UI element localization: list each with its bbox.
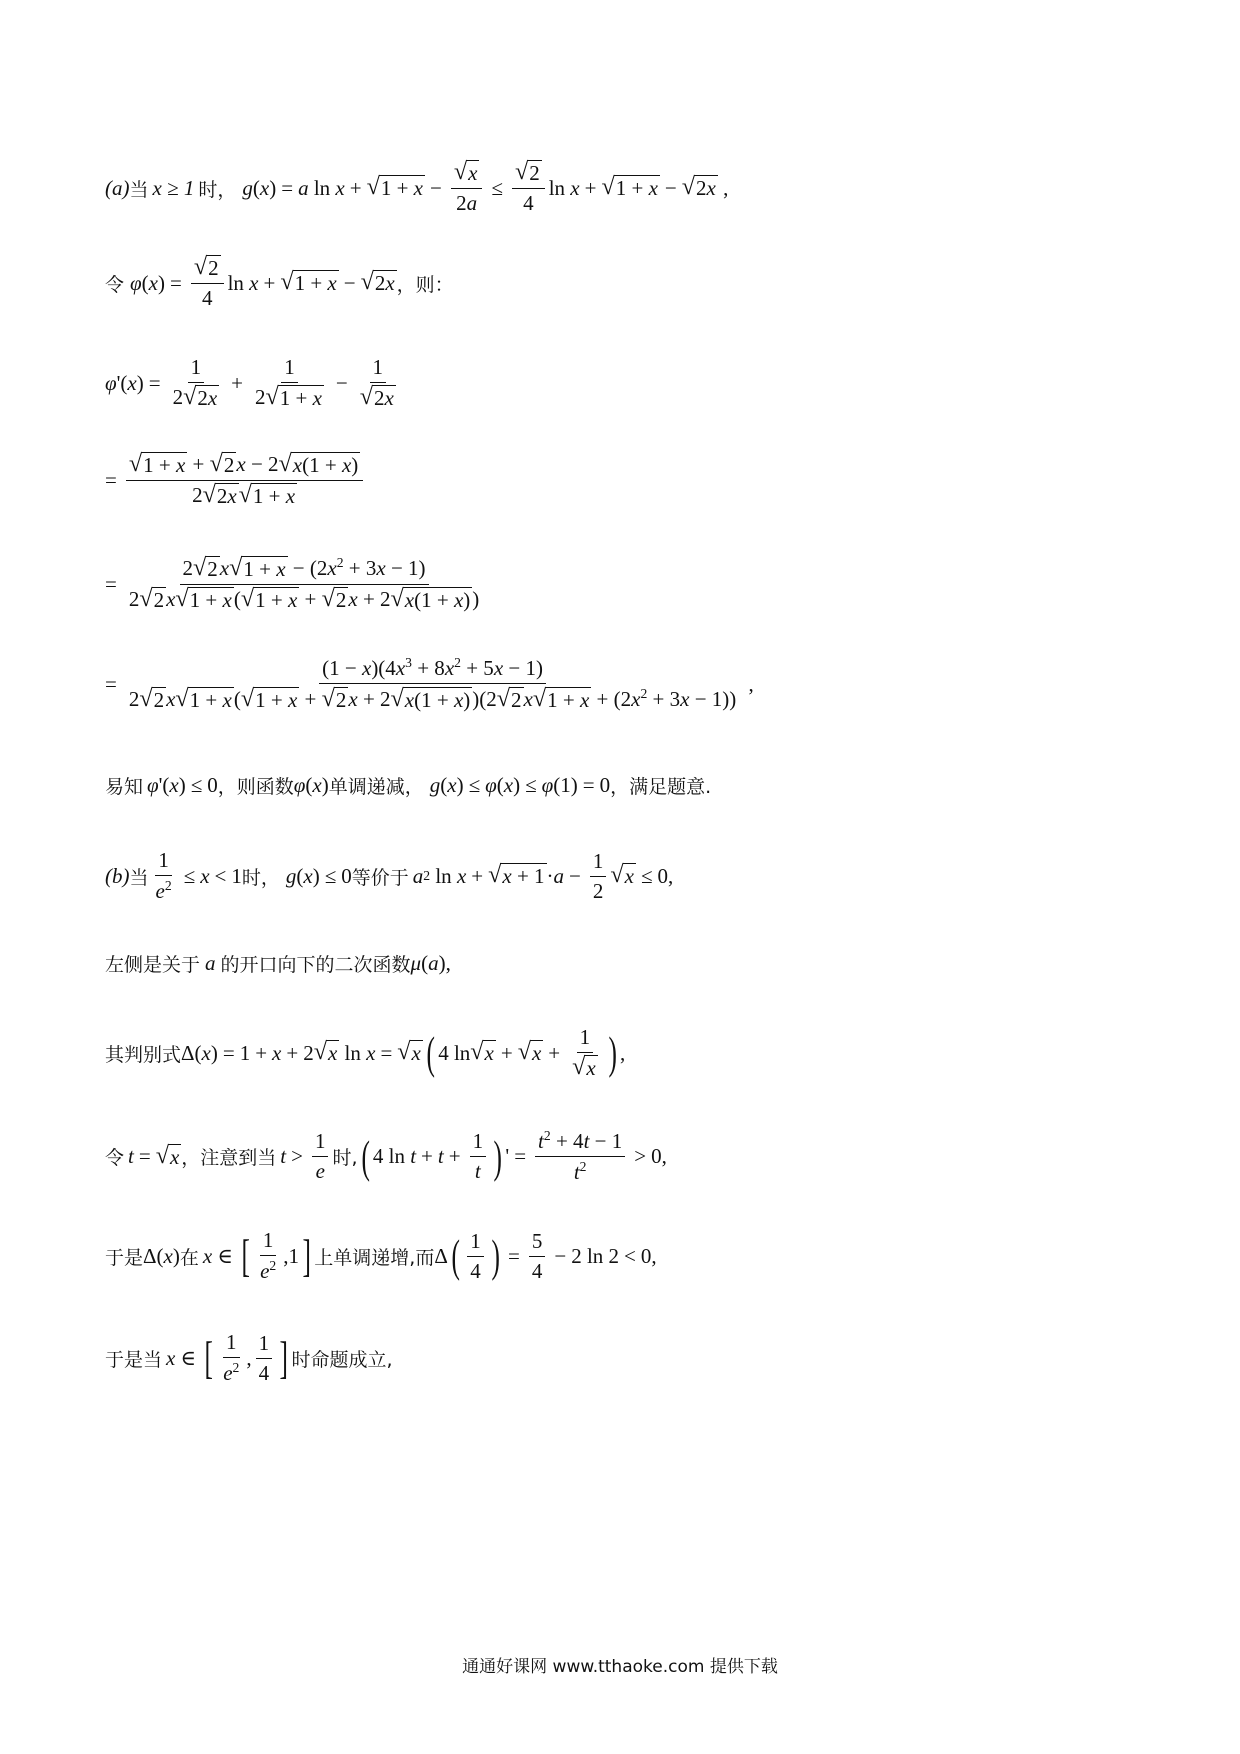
case-b-label: (b) xyxy=(105,863,130,888)
line-a: (a) 当 x ≥ 1 时， g ( x ) = a ln x + √ 1 + x − √ x 2a ≤ √ 2 4 ln x + √ 1 + x − √ 2x , xyxy=(105,158,729,215)
line-conclusion: 于是当 x ∈ [ $\frac{1}{e^2}$ , $\frac{1}{4}$ ] 时命题成立, xyxy=(105,1330,393,1385)
case-a-label: (a) xyxy=(105,175,130,200)
line-phi-derivative: φ '( x ) = 1 2 √ 2x + 1 2 √ 1 + x − 1 √ 2x xyxy=(105,355,394,410)
line-discriminant: 其判别式 Δ( x ) = 1 + x + 2 √ x ln x = √ x ( 4 ln √ x + √ x + 1 √ x ) , xyxy=(105,1025,626,1080)
line-step-1: = √ 1 + x + √ 2 x − 2 √ x(1 + x) 2 √ 2x √ 1 + x xyxy=(105,452,367,509)
footer-text: 通通好课网 www.tthaoke.com 提供下载 xyxy=(462,1657,778,1677)
line-monotonic: 易知 φ '( x ) ≤ 0 ，则函数 φ ( x ) 单调递减， g ( x ) ≤ φ ( x ) ≤ φ (1) = 0 ，满足题意. xyxy=(105,773,712,798)
line-substitution: 令 t = √ x ，注意到当 t > $\frac{1}{e}$ 时, ( 4 ln t + t + $\frac{1}{t}$ ) ' = $\frac{t^2 + 4t - 1}{t^2}$ > 0, xyxy=(105,1128,667,1184)
line-step-2: = 2 √ 2 x √ 1 + x − $(2x^2 + 3x - 1)$ 2 √ 2 x √ 1 + x ( √ 1 + x + √ 2 x + 2 √ x(1 + x) ) xyxy=(105,554,480,612)
line-step-3: = $(1 - x)(4x^3 + 8x^2 + 5x - 1)$ 2 √ 2 x √ 1 + x ( √ 1 + x + √ 2 x + 2 √ x(1 + x) )(2 √ 2 x √ 1 + x + $(2x^2 + 3x - 1)$) , xyxy=(105,655,754,712)
line-increasing: 于是 Δ( x ) 在 x ∈ [ $\frac{1}{e^2}$ ,1 ] 上单调递增,而 Δ ( $\frac{1}{4}$ ) = $\frac{5}{4}$ − 2 ln 2 < 0, xyxy=(105,1228,657,1283)
line-b: (b) 当 $\frac{1}{e^2}$ ≤ x < 1 时， g ( x ) ≤ 0 等价于 a 2 ln x + √ x + 1 · a − $\frac{1}{2}$ √ x ≤ 0, xyxy=(105,848,674,903)
line-quadratic: 左侧是关于 a 的开口向下的二次函数 μ ( a ), xyxy=(105,951,451,976)
line-phi-def: 令 φ ( x ) = √ 2 4 ln x + √ 1 + x − √ 2x ，则： xyxy=(105,253,454,310)
